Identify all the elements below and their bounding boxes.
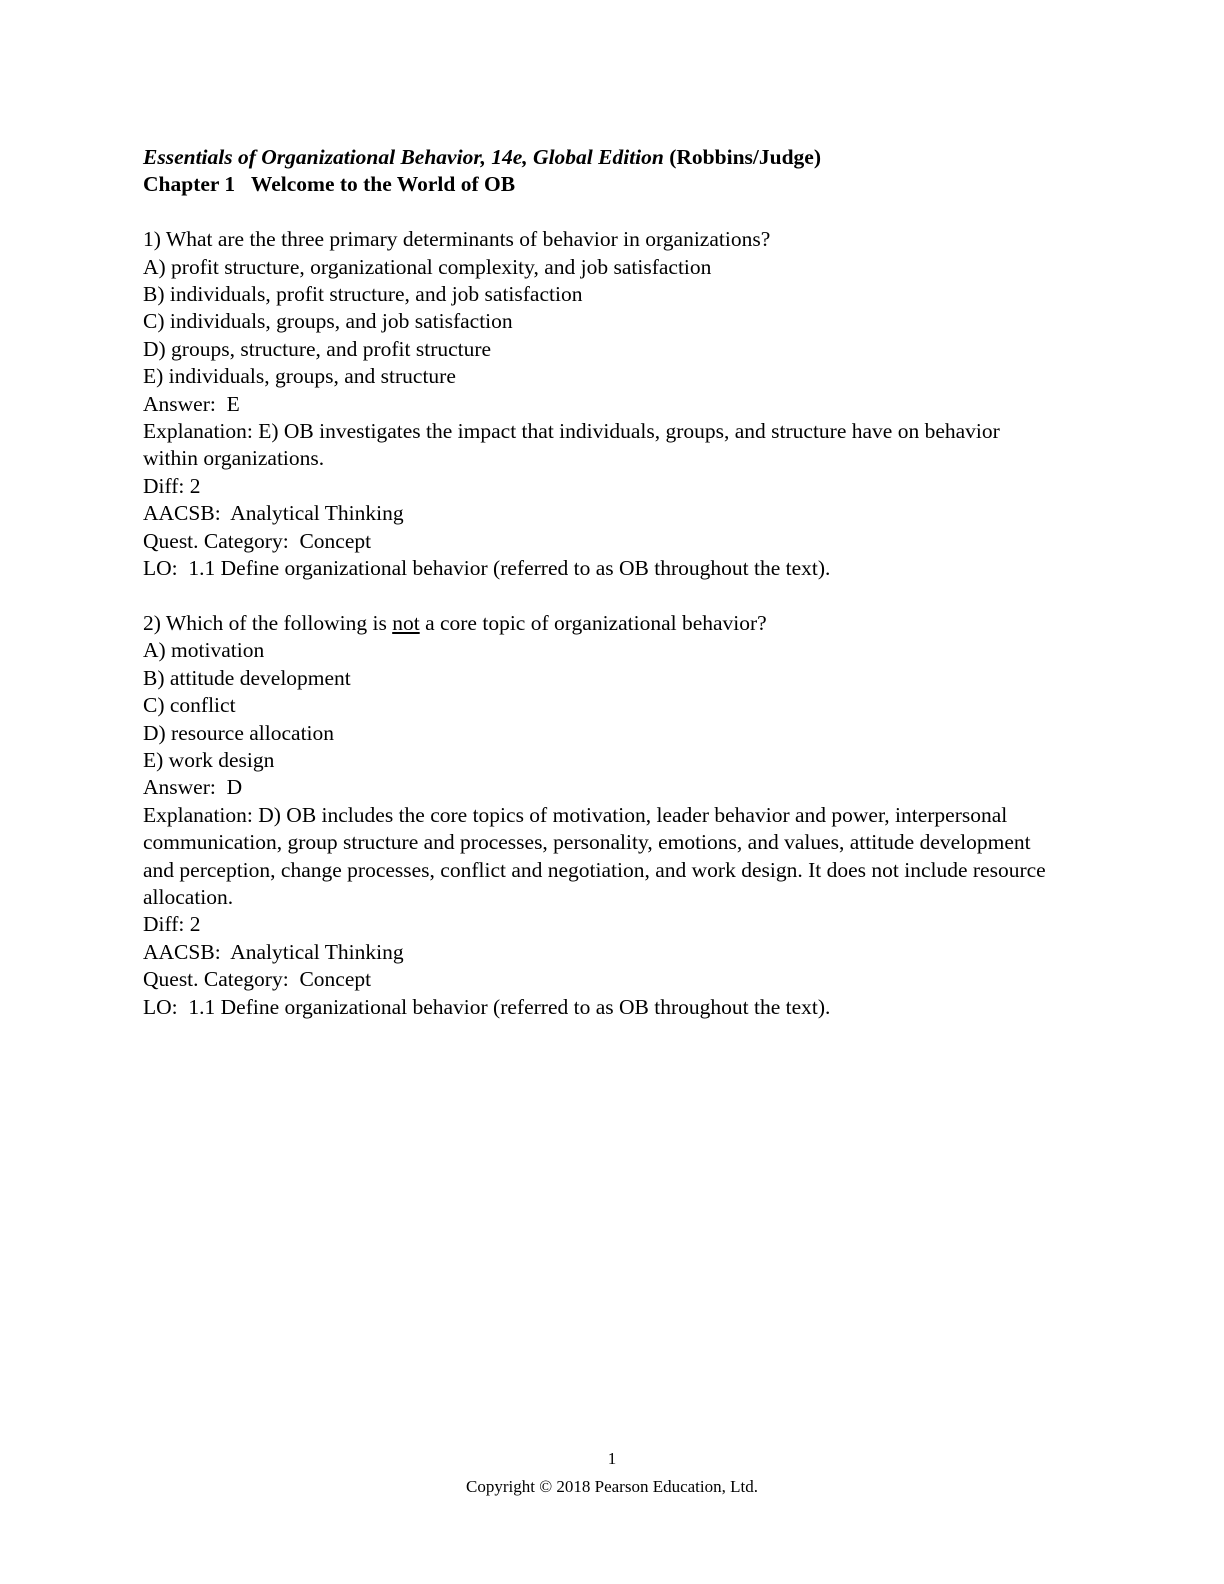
learning-objective: LO: 1.1 Define organizational behavior (referred to as OB throughout the text). [143, 994, 831, 1019]
question-category: Quest. Category: Concept [143, 967, 372, 992]
difficulty: Diff: 2 [143, 912, 201, 937]
document-page [143, 144, 1083, 1021]
answer-option: C) individuals, groups, and job satisfaction [143, 309, 513, 334]
answer-option: C) conflict [143, 693, 236, 718]
question-block-2 [143, 610, 1083, 1021]
question-block-1 [143, 226, 1083, 582]
document-title [143, 144, 1083, 171]
answer-key: Answer: D [143, 775, 243, 800]
question-text-start: 2) Which of the following is [143, 610, 393, 635]
answer-option: A) motivation [143, 638, 265, 663]
question-text [143, 610, 1083, 637]
explanation: Explanation: D) OB includes the core topics of motivation, leader behavior and power, interpersonal communication, group structure and processes, personality, emotions, and values, attitude development and perception, change processes, conflict and negotiation, and work design. It does not include resource allocation. [143, 802, 1046, 909]
aacsb: AACSB: Analytical Thinking [143, 939, 404, 964]
answer-option: A) profit structure, organizational complexity, and job satisfaction [143, 254, 712, 279]
answer-option: B) attitude development [143, 665, 351, 690]
aacsb: AACSB: Analytical Thinking [143, 501, 404, 526]
answer-option: E) work design [143, 747, 275, 772]
spacer [143, 582, 1083, 609]
answer-option: B) individuals, profit structure, and job satisfaction [143, 282, 583, 307]
difficulty: Diff: 2 [143, 473, 201, 498]
question-emphasis: not [392, 610, 420, 635]
chapter-title: Chapter 1 Welcome to the World of OB [143, 172, 516, 197]
book-authors: (Robbins/Judge) [669, 145, 821, 169]
question-text: 1) What are the three primary determinants of behavior in organizations? [143, 227, 771, 252]
answer-key: Answer: E [143, 391, 240, 416]
question-category: Quest. Category: Concept [143, 528, 372, 553]
question-text-end: a core topic of organizational behavior? [419, 610, 767, 635]
learning-objective: LO: 1.1 Define organizational behavior (referred to as OB throughout the text). [143, 556, 831, 581]
answer-option: D) resource allocation [143, 720, 335, 745]
copyright-notice: Copyright © 2018 Pearson Education, Ltd. [466, 1477, 758, 1496]
book-title: Essentials of Organizational Behavior, 14e, Global Edition [143, 145, 664, 169]
answer-option: E) individuals, groups, and structure [143, 364, 456, 389]
spacer [143, 199, 1083, 226]
page-number: 1 [607, 1449, 617, 1468]
answer-option: D) groups, structure, and profit structure [143, 336, 492, 361]
explanation: Explanation: E) OB investigates the impact that individuals, groups, and structure have on behavior within organizations. [143, 419, 1000, 471]
